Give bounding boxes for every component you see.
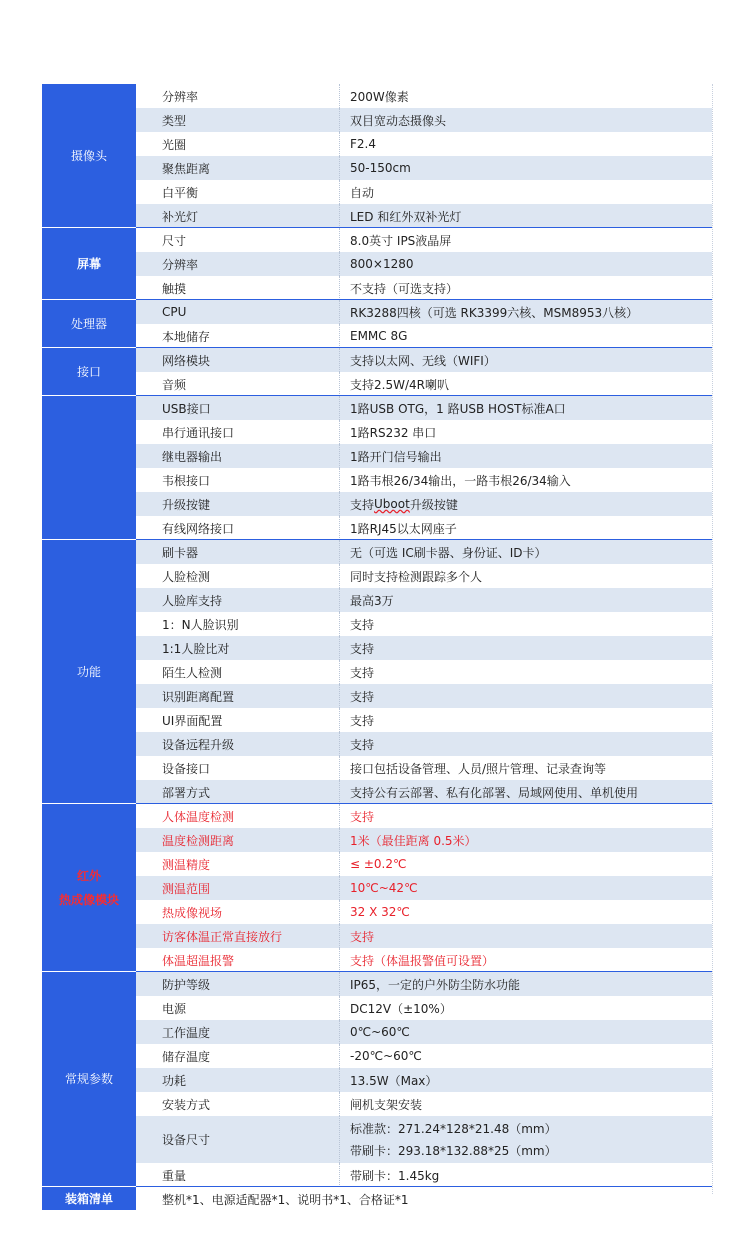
spec-value: 支持 Uboot 升级按键 (350, 497, 458, 512)
spell-underline: Uboot (374, 497, 410, 511)
spec-row (136, 660, 712, 684)
spec-row (136, 252, 712, 276)
spec-label: 电源 (136, 996, 340, 1020)
section-category: 功能 (42, 540, 136, 804)
spec-row (136, 972, 712, 996)
spec-row (136, 420, 712, 444)
spec-row (136, 1092, 712, 1116)
spec-row (136, 1163, 712, 1187)
spec-table (42, 84, 712, 1218)
spec-label: 功耗 (136, 1068, 340, 1092)
spec-value: 无（可选 IC刷卡器、身份证、ID卡） (350, 545, 547, 560)
spec-label: 继电器输出 (136, 444, 340, 468)
spec-row (136, 636, 712, 660)
section-category: 摄像头 (42, 84, 136, 228)
spec-value: 支持2.5W/4R喇叭 (350, 377, 449, 392)
spec-value: 不支持（可选支持） (350, 281, 459, 296)
spec-label: 网络模块 (136, 348, 340, 372)
spec-value: 支持 (350, 617, 375, 632)
spec-row (136, 204, 712, 228)
spec-value: 带刷卡：1.45kg (350, 1168, 440, 1183)
spec-row (136, 156, 712, 180)
section-category: 屏幕 (42, 228, 136, 300)
spec-label: 分辨率 (136, 84, 340, 108)
spec-value: 同时支持检测跟踪多个人 (350, 569, 483, 584)
spec-label: 陌生人检测 (136, 660, 340, 684)
spec-row (136, 300, 712, 324)
spec-value: 闸机支架安装 (350, 1097, 423, 1112)
spec-label: UI界面配置 (136, 708, 340, 732)
spec-label: 人脸库支持 (136, 588, 340, 612)
spec-value: 13.5W（Max） (350, 1073, 438, 1088)
spec-value: 1路RS232 串口 (350, 425, 437, 440)
spec-row (136, 348, 712, 372)
spec-value: 接口包括设备管理、人员/照片管理、记录查询等 (350, 761, 607, 776)
spec-value: -20℃~60℃ (350, 1049, 422, 1063)
spec-row (136, 876, 712, 900)
spec-label: 1:1人脸比对 (136, 636, 340, 660)
spec-label: 识别距离配置 (136, 684, 340, 708)
spec-value: IP65，一定的户外防尘防水功能 (350, 977, 521, 992)
spec-value: 1米（最佳距离 0.5米） (350, 833, 477, 848)
spec-label: 类型 (136, 108, 340, 132)
spec-label: 韦根接口 (136, 468, 340, 492)
spec-row (136, 948, 712, 972)
spec-label: 1：N人脸识别 (136, 612, 340, 636)
spec-label: 聚焦距离 (136, 156, 340, 180)
spec-row (136, 924, 712, 948)
spec-label: USB接口 (136, 396, 340, 420)
spec-label: 本地储存 (136, 324, 340, 348)
spec-row (136, 828, 712, 852)
spec-value-line: 标准款：271.24*128*21.48（mm） (350, 1122, 557, 1137)
section-category: 处理器 (42, 300, 136, 348)
spec-row (136, 900, 712, 924)
spec-label: 分辨率 (136, 252, 340, 276)
spec-value: 1路开门信号输出 (350, 449, 442, 464)
spec-value: 1路韦根26/34输出，一路韦根26/34输入 (350, 473, 571, 488)
category-line: 红外 (76, 868, 101, 883)
spec-value: DC12V（±10%） (350, 1001, 452, 1016)
spec-label: 白平衡 (136, 180, 340, 204)
spec-value: 自动 (350, 185, 375, 200)
spec-value: F2.4 (350, 137, 376, 151)
spec-value: 最高3万 (350, 593, 394, 608)
section-category: 接口 (42, 348, 136, 396)
spec-row (136, 228, 712, 252)
spec-row (136, 132, 712, 156)
spec-label: 有线网络接口 (136, 516, 340, 540)
spec-value: 50-150cm (350, 161, 411, 175)
spec-value: 支持（体温报警值可设置） (350, 953, 495, 968)
spec-row (136, 756, 712, 780)
section-category: 装箱清单 (42, 1187, 136, 1211)
section-category (42, 396, 136, 540)
spec-value: 支持以太网、无线（WIFI） (350, 353, 496, 368)
spec-label: CPU (136, 300, 340, 324)
spec-value-line: 带刷卡：293.18*132.88*25（mm） (350, 1143, 557, 1158)
spec-row (136, 1068, 712, 1092)
spec-label: 测温精度 (136, 852, 340, 876)
spec-value: 32 X 32℃ (350, 905, 410, 919)
spec-row (136, 108, 712, 132)
spec-row (136, 396, 712, 420)
spec-value: 支持 (350, 737, 375, 752)
spec-label: 安装方式 (136, 1092, 340, 1116)
spec-value: 支持 (350, 929, 375, 944)
spec-label: 体温超温报警 (136, 948, 340, 972)
spec-value: 800×1280 (350, 257, 414, 271)
spec-label: 人脸检测 (136, 564, 340, 588)
spec-label: 升级按键 (136, 492, 340, 516)
spec-label: 部署方式 (136, 780, 340, 804)
spec-label: 设备尺寸 (136, 1116, 340, 1163)
spec-value: 0℃~60℃ (350, 1025, 410, 1039)
spec-value: 8.0英寸 IPS液晶屏 (350, 233, 452, 248)
spec-value: ≤ ±0.2℃ (350, 857, 407, 871)
category-line: 热成像模块 (58, 892, 119, 907)
spec-value: 支持 (350, 713, 375, 728)
spec-row (136, 708, 712, 732)
packing-list-row (136, 1187, 712, 1211)
spec-row (136, 444, 712, 468)
spec-label: 光圈 (136, 132, 340, 156)
spec-value: 200W像素 (350, 89, 409, 104)
spec-value (340, 1116, 712, 1163)
spec-label: 温度检测距离 (136, 828, 340, 852)
spec-label: 热成像视场 (136, 900, 340, 924)
spec-label: 触摸 (136, 276, 340, 300)
spec-row (136, 516, 712, 540)
spec-value: 支持 (350, 641, 375, 656)
spec-row (136, 276, 712, 300)
spec-label: 人体温度检测 (136, 804, 340, 828)
spec-value: 10℃~42℃ (350, 881, 418, 895)
spec-row (136, 804, 712, 828)
spec-label: 工作温度 (136, 1020, 340, 1044)
section-category: 常规参数 (42, 972, 136, 1187)
spec-row (136, 684, 712, 708)
spec-label: 防护等级 (136, 972, 340, 996)
spec-label: 访客体温正常直接放行 (136, 924, 340, 948)
spec-value: RK3288四核（可选 RK3399六核、MSM8953八核） (350, 305, 639, 320)
spec-row (136, 588, 712, 612)
packing-list-contents: 整机*1、电源适配器*1、说明书*1、合格证*1 (162, 1192, 409, 1207)
spec-row (136, 732, 712, 756)
spec-row (136, 540, 712, 564)
spec-label: 刷卡器 (136, 540, 340, 564)
spec-row (136, 852, 712, 876)
spec-value: 支持 (350, 689, 375, 704)
spec-value: 双目宽动态摄像头 (350, 113, 447, 128)
spec-value: 支持 (350, 809, 375, 824)
spec-row (136, 468, 712, 492)
spec-row (136, 564, 712, 588)
spec-row (136, 492, 712, 516)
spec-row (136, 180, 712, 204)
spec-label: 尺寸 (136, 228, 340, 252)
spec-row (136, 612, 712, 636)
spec-row (136, 324, 712, 348)
spec-value: 支持 (350, 665, 375, 680)
spec-row (136, 1116, 712, 1163)
spec-label: 储存温度 (136, 1044, 340, 1068)
spec-label: 测温范围 (136, 876, 340, 900)
spec-label: 设备远程升级 (136, 732, 340, 756)
spec-value: LED 和红外双补光灯 (350, 209, 462, 224)
spec-label: 补光灯 (136, 204, 340, 228)
spec-row (136, 372, 712, 396)
spec-label: 设备接口 (136, 756, 340, 780)
spec-row (136, 780, 712, 804)
spec-row (136, 84, 712, 108)
spec-row (136, 1044, 712, 1068)
spec-label: 串行通讯接口 (136, 420, 340, 444)
spec-label: 重量 (136, 1163, 340, 1187)
spec-value: 支持公有云部署、私有化部署、局域网使用、单机使用 (350, 785, 639, 800)
spec-value: EMMC 8G (350, 329, 408, 343)
section-category (42, 804, 136, 972)
spec-value: 1路RJ45以太网座子 (350, 521, 457, 536)
spec-value: 1路USB OTG，1 路USB HOST标准A口 (350, 401, 566, 416)
spec-row (136, 1020, 712, 1044)
right-dotted-border (712, 84, 713, 1194)
spec-label: 音频 (136, 372, 340, 396)
spec-row (136, 996, 712, 1020)
